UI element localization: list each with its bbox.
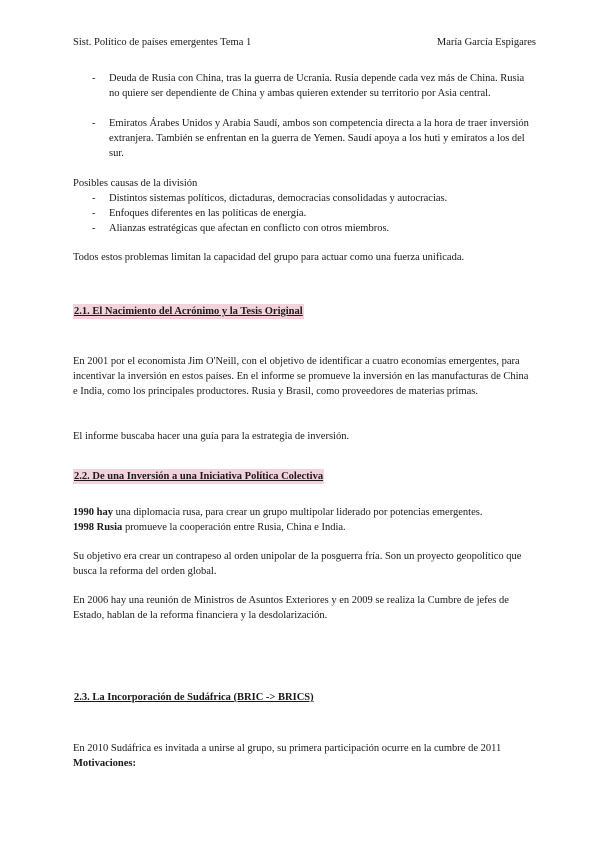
causes-label: Posibles causas de la división [73,178,198,189]
list-item [93,221,533,236]
paragraph-1998 [73,520,535,535]
paragraph-2-3: En 2010 Sudáfrica es invitada a unirse al grupo, su primera participación ocurre en la cumbre de 2011 [73,743,502,754]
paragraph-2-2-summit: En 2006 hay una reunión de Ministros de Asuntos Exteriores y en 2009 se realiza la Cumbre de jefes de Estado, hablan de la reforma financiera y la desdolarización. [73,595,509,621]
header-title: Sist. Político de países emergentes Tema 1 [73,37,252,48]
list-item [93,206,533,221]
motivations-label: Motivaciones: [73,758,136,769]
list-item-text: Enfoques diferentes en las políticas de energía. [109,208,307,219]
year-1990-bold: 1990 hay [73,507,113,518]
bullet-dash: - [92,223,96,234]
bullet-dash: - [92,208,96,219]
line-1990-text: una diplomacia rusa, para crear un grupo multipolar liderado por potencias emergentes. [112,507,483,518]
paragraph-2-1-b: El informe buscaba hacer una guía para la estrategia de inversión. [73,431,350,442]
section-heading-2-2: 2.2. De una Inversión a una Iniciativa Política Colectiva [74,471,324,482]
list-item-text: Alianzas estratégicas que afectan en conflicto con otros miembros. [109,223,390,234]
list-item [93,71,533,101]
paragraph-1990 [73,505,535,520]
section-heading-2-3: 2.3. La Incorporación de Sudáfrica (BRIC -> BRICS) [74,692,314,703]
list-item-text: Deuda de Rusia con China, tras la guerra de Ucrania. Rusia depende cada vez más de China. Rusia no quiere ser dependiente de China y ambas quieren extender su territorio por Asia central. [109,73,525,99]
list-item [93,191,533,206]
bullet-dash: - [92,73,96,84]
line-1998-text: promueve la cooperación entre Rusia, China e India. [122,522,346,533]
summary-paragraph: Todos estos problemas limitan la capacidad del grupo para actuar como una fuerza unificada. [73,252,465,263]
section-heading-2-1: 2.1. El Nacimiento del Acrónimo y la Tesis Original [74,306,303,317]
paragraph-2-1-a: En 2001 por el economista Jim O'Neill, con el objetivo de identificar a cuatro economías emergentes, para incentivar la inversión en estos países. En el informe se promueve la inversión en las manufacturas de China e India, como los principales productores. Rusia y Brasil, como proveedores de materias primas. [73,356,529,397]
bullet-dash: - [92,118,96,129]
header-author: María García Espigares [436,37,536,48]
bullet-dash: - [92,193,96,204]
paragraph-2-2-objective: Su objetivo era crear un contrapeso al orden unipolar de la posguerra fría. Son un proyecto geopolítico que busca la reforma del orden global. [73,551,522,577]
list-item-text: Emiratos Árabes Unidos y Arabia Saudí, ambos son competencia directa a la hora de traer inversión extranjera. También se enfrentan en la guerra de Yemen. Saudí apoya a los huti y emiratos a los del sur. [109,118,529,159]
list-item [93,116,533,161]
list-item-text: Distintos sistemas políticos, dictaduras, democracias consolidadas y autocracias. [109,193,448,204]
year-1998-bold: 1998 Rusia [73,522,123,533]
